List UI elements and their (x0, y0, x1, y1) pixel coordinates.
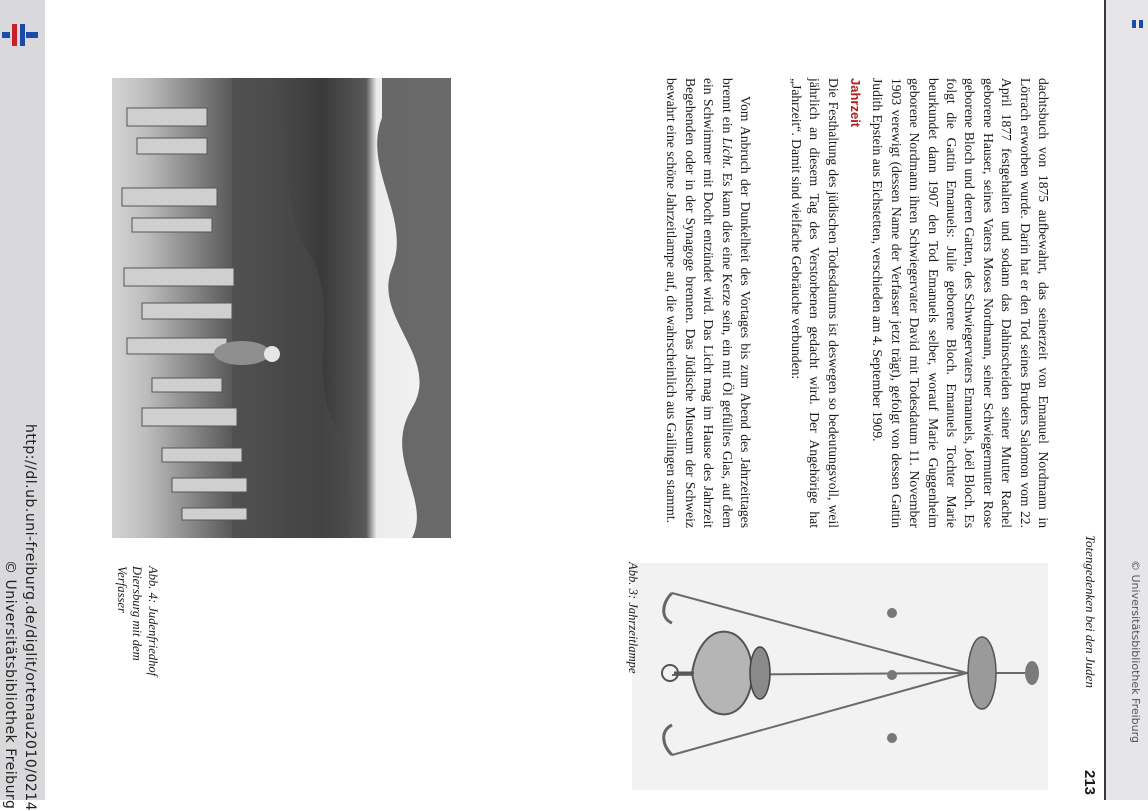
section-heading-jahrzeit: Jahrzeit (847, 78, 863, 128)
ub-freiburg-logo-icon (2, 20, 38, 50)
paragraph-3-end: . Es kann dies eine Kerze sein, ein mit Öl gefülltes Glas, auf dem ein Schwimmer mit Docht entzündet wird. Das Licht mag im Hause des Jahrzeit Begehenden oder in der Synagoge brennen. Das Jüdische Museum der Schweiz bewahrt eine schöne Jahrzeitlampe auf, die wahrscheinlich aus Gailingen stammt. (664, 78, 735, 528)
figure-4-caption (114, 566, 161, 676)
ub-freiburg-logo-small-icon (1132, 20, 1146, 38)
paragraph-3-start: Vom Anbruch der Dunkelheit des Vortages bis zum Abend des Jahrzeittages brennt ein (719, 78, 753, 528)
figure-jahrzeitlampe-photo (632, 563, 1048, 790)
body-paragraph-1: dachtsbuch von 1875 aufbewahrt, das seinerzeit von Emanuel Nordmann in Lörrach erworben wurde. Darin hat er den Tod seines Bruders Salomon vom 22. April 1877 festgehalten und sodann das Dahinscheiden seiner Mutter Rachel geborene Hauser, seines Vaters Moses Nordmann, seiner Schwiegermutter Rose geborene Bloch und deren Gatten, des Schwiegervaters Emanuels, Joël Bloch. Es folgt die Gattin Emanuels: Julie geborene Bloch. Emanuels Tochter Marie beurkundet dann 1907 den Tod Emanuels selber, worauf Marie Guggenheim geborene Nordmann ihren Schwiegervater David mit Todesdatum 11. November 1903 verewigt (dessen Name der Verfasser jetzt trägt), gefolgt von dessen Gattin Judith Epstein aus Eichstetten, verschieden am 4. September 1909. (870, 78, 1051, 528)
figure-4-caption-line-2: Diersburg mit dem (130, 566, 145, 661)
running-header: Totengedenken bei den Juden (1083, 535, 1098, 688)
figure-4-caption-line-1: Abb. 4: Judenfriedhof (146, 566, 160, 677)
document-url[interactable]: http://dl.ub.uni-freiburg.de/diglit/ortenau2010/0214 (22, 424, 38, 811)
figure-4-caption-line-3: Verfasser (115, 566, 129, 613)
page-number: 213 (1081, 770, 1098, 796)
emphasis-licht: Licht (719, 137, 735, 166)
right-edge-copyright: © Universitätsbibliothek Freiburg (1129, 560, 1142, 743)
figure-3-caption: Abb. 3: Jahrzeitlampe (626, 562, 640, 674)
page-edge-line (1104, 0, 1106, 800)
body-paragraph-2: Die Festhaltung des jüdischen Todesdatums ist deswegen so bedeutungsvoll, weil jährlich an diesem Tag des Verstorbenen gedacht wird. Der Angehörige hat „Jahrzeit“. Damit sind vielfache Gebräuche verbunden: (788, 78, 841, 528)
figure-judenfriedhof-photo (112, 78, 451, 538)
body-paragraph-3 (662, 78, 754, 528)
copyright-notice: © Universitätsbibliothek Freiburg (2, 560, 18, 810)
